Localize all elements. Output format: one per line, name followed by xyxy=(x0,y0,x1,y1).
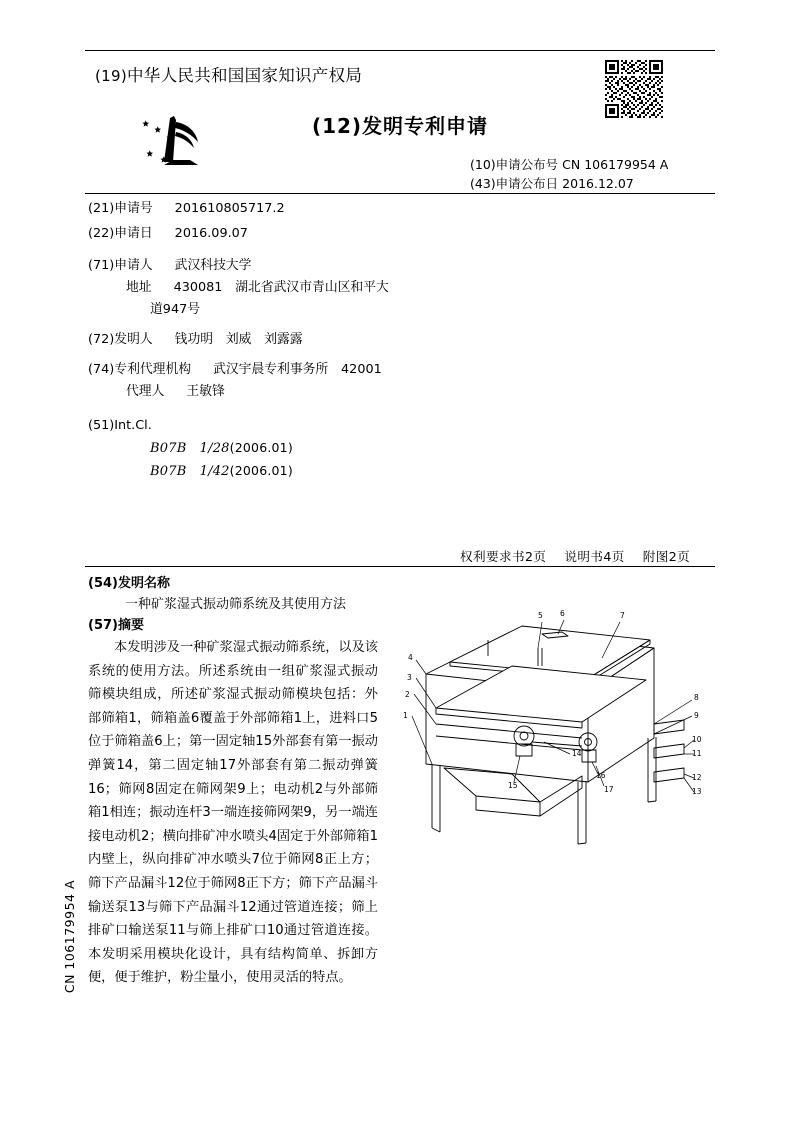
callout-12: 12 xyxy=(692,773,702,782)
document-kind-code: (12) xyxy=(311,114,363,138)
document-kind xyxy=(0,110,800,139)
agency-label: 专利代理机构 xyxy=(114,362,192,377)
callout-11: 11 xyxy=(692,749,702,758)
inventor-label: 发明人 xyxy=(114,332,153,347)
header-divider-mid xyxy=(85,193,715,194)
applicant-row xyxy=(88,255,708,321)
abstract-label: 摘要 xyxy=(117,618,144,633)
abstract-code: (57) xyxy=(88,618,118,633)
inventor-row xyxy=(88,329,708,351)
office-line xyxy=(95,62,362,86)
address-value-1: 430081 湖北省武汉市青山区和平大 xyxy=(173,280,389,295)
ipc-code: (51) xyxy=(88,418,115,433)
publication-date-line xyxy=(470,174,634,192)
ipc-entry-2 xyxy=(88,460,708,483)
agent-label: 代理人 xyxy=(126,384,165,399)
side-publication-code: CN 106179954 A xyxy=(62,880,77,994)
bibliographic-block xyxy=(88,198,708,486)
ipc-symbol-2: B07B 1/42 xyxy=(150,464,230,479)
callout-5: 5 xyxy=(538,611,543,620)
inventor-code: (72) xyxy=(88,332,115,347)
invention-title-heading xyxy=(88,572,170,591)
callout-6: 6 xyxy=(560,609,565,618)
callout-16: 16 xyxy=(596,771,606,780)
application-number-value: 201610805717.2 xyxy=(174,201,285,216)
claims-pages: 权利要求书2页 xyxy=(460,549,547,564)
description-pages: 说明书4页 xyxy=(564,549,625,564)
abstract-body xyxy=(88,636,378,990)
publication-number-label: 申请公布号 xyxy=(495,157,559,172)
publication-date-label: 申请公布日 xyxy=(495,176,559,191)
document-kind-label: 发明专利申请 xyxy=(362,114,489,138)
publication-date-value: 2016.12.07 xyxy=(562,176,634,191)
application-date-label: 申请日 xyxy=(114,226,153,241)
header-divider-low xyxy=(85,566,715,567)
callout-9: 9 xyxy=(694,711,699,720)
ipc-version-1: (2006.01) xyxy=(229,440,293,455)
address-label: 地址 xyxy=(126,280,152,295)
callout-1: 1 xyxy=(403,711,408,720)
application-date-row xyxy=(88,223,708,245)
callout-14: 14 xyxy=(572,749,582,758)
ipc-version-2: (2006.01) xyxy=(229,463,293,478)
invention-title-value: 一种矿浆湿式振动筛系统及其使用方法 xyxy=(125,597,347,612)
publication-number-code: (10) xyxy=(470,157,496,172)
drawings-pages: 附图2页 xyxy=(642,549,691,564)
callout-8: 8 xyxy=(694,693,699,702)
address-value-2: 道947号 xyxy=(150,302,201,317)
inventor-value: 钱功明 刘威 刘露露 xyxy=(174,332,303,347)
ipc-row xyxy=(88,415,708,483)
callout-4: 4 xyxy=(408,653,413,662)
abstract-heading xyxy=(88,614,144,633)
applicant-code: (71) xyxy=(88,258,115,273)
application-date-value: 2016.09.07 xyxy=(174,226,248,241)
ipc-entry-1 xyxy=(88,437,708,460)
agency-code: (74) xyxy=(88,362,115,377)
callout-7: 7 xyxy=(620,611,625,620)
callout-10: 10 xyxy=(692,735,702,744)
callout-2: 2 xyxy=(405,690,410,699)
application-number-row xyxy=(88,198,708,220)
abstract-paragraph: 本发明涉及一种矿浆湿式振动筛系统，以及该系统的使用方法。所述系统由一组矿浆湿式振动筛模块组成，所述矿浆湿式振动筛模块包括：外部筛箱1，筛箱盖6覆盖于外部筛箱1上，进料口5位于筛箱盖6上；第一固定轴15外部套有第一振动弹簧14，第二固定轴17外部套有第二振动弹簧16；筛网8固定在筛网架9上；电动机2与外部筛箱1相连；振动连杆3一端连接筛网架9，另一端连接电动机2；横向排矿冲水喷头4固定于外部筛箱1内壁上，纵向排矿冲水喷头7位于筛网8正上方；筛下产品漏斗12位于筛网8正下方；筛下产品漏斗输送泵13与筛下产品漏斗12通过管道连接；筛上排矿口输送泵11与筛上排矿口10通过管道连接。本发明采用模块化设计，具有结构简单、拆卸方便，便于维护，粉尘量小，使用灵活的特点。 xyxy=(88,640,378,986)
address-line-1 xyxy=(88,277,708,299)
application-date-code: (22) xyxy=(88,226,115,241)
agent-value: 王敏锋 xyxy=(186,384,225,399)
agency-value: 武汉宇晨专利事务所 42001 xyxy=(213,362,382,377)
invention-title-code: (54) xyxy=(88,576,118,591)
callout-13: 13 xyxy=(692,787,702,796)
page-counts xyxy=(460,546,690,565)
application-number-code: (21) xyxy=(88,201,115,216)
callout-15: 15 xyxy=(508,781,518,790)
agent-line xyxy=(88,381,708,403)
callout-17: 17 xyxy=(604,785,614,794)
office-code: (19) xyxy=(95,67,127,85)
callout-3: 3 xyxy=(407,673,412,682)
application-number-label: 申请号 xyxy=(114,201,153,216)
publication-date-code: (43) xyxy=(470,176,496,191)
agency-row xyxy=(88,359,708,403)
publication-number-value: CN 106179954 A xyxy=(562,157,669,172)
ipc-symbol-1: B07B 1/28 xyxy=(150,441,230,456)
office-name: 中华人民共和国国家知识产权局 xyxy=(127,66,363,85)
applicant-value: 武汉科技大学 xyxy=(174,258,252,273)
ipc-label: Int.Cl. xyxy=(114,418,152,433)
applicant-label: 申请人 xyxy=(114,258,153,273)
invention-title-label: 发明名称 xyxy=(117,576,170,591)
vibrating-screen-diagram xyxy=(392,596,708,856)
publication-number-line xyxy=(470,155,668,173)
header-divider-top xyxy=(85,50,715,51)
